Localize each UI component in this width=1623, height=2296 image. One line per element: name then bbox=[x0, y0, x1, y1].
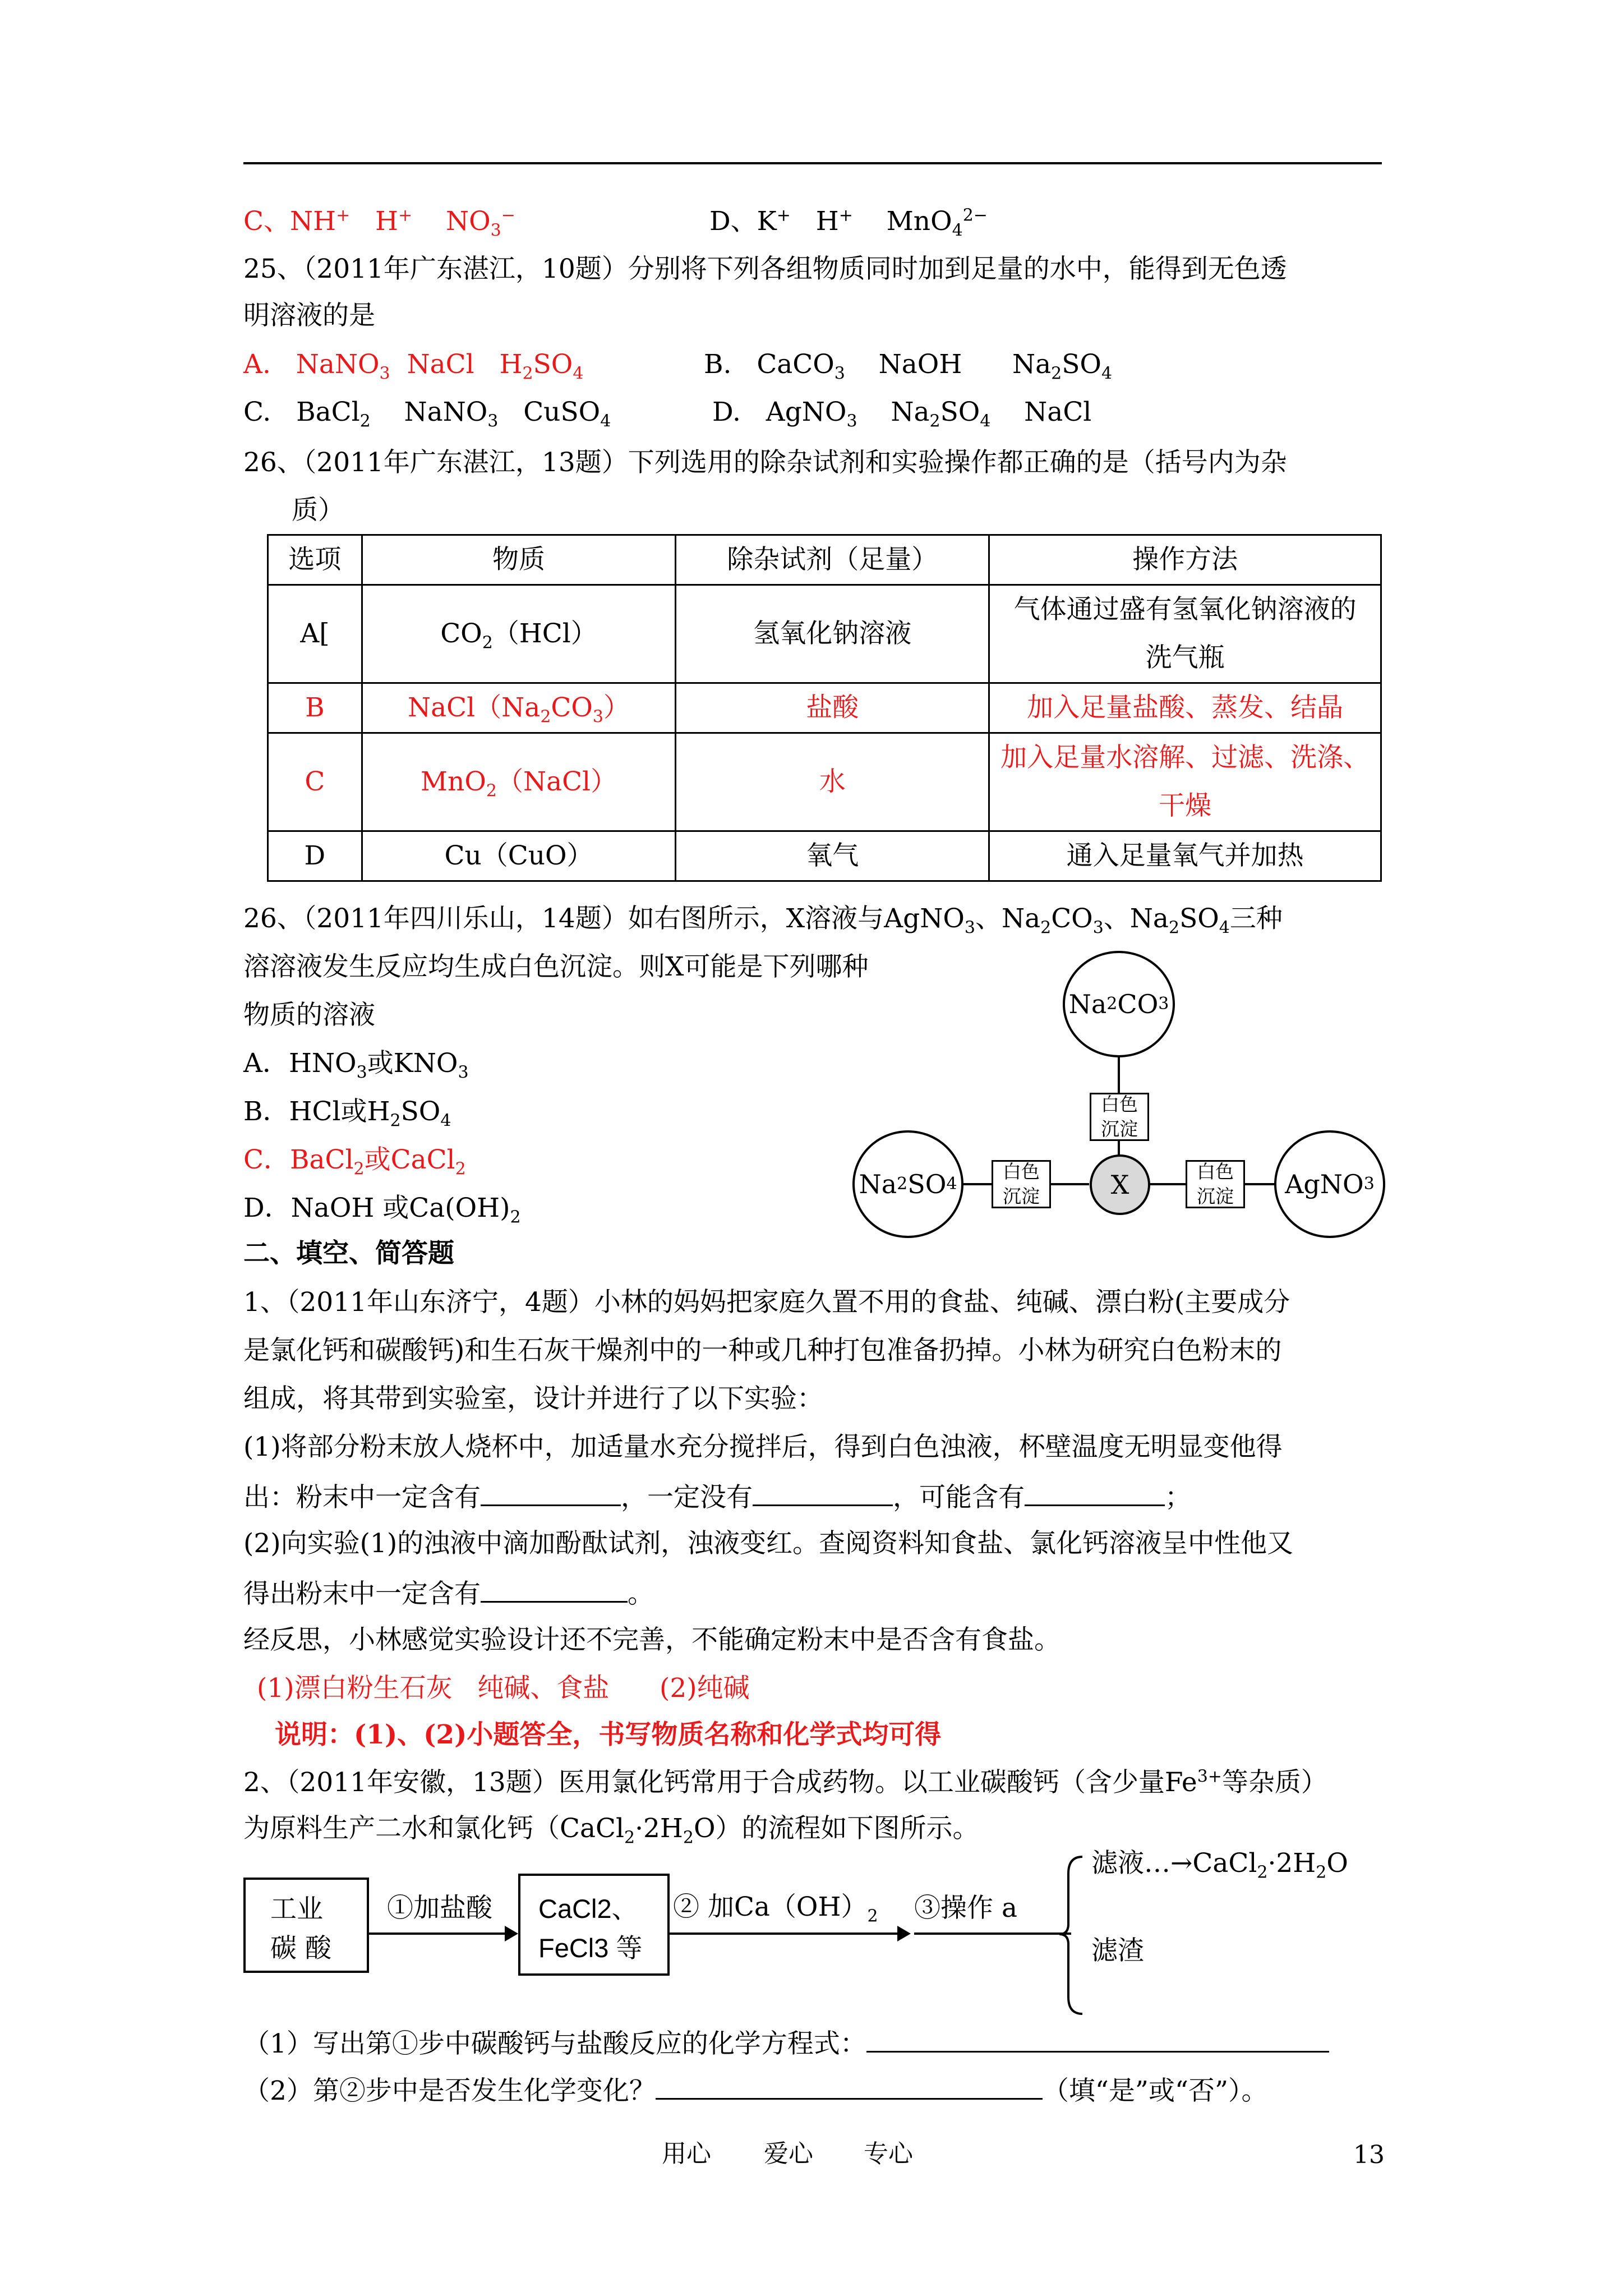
table-cell-substance: Cu（CuO） bbox=[362, 831, 675, 881]
table-cell-option: C bbox=[268, 733, 362, 831]
brace-icon bbox=[1057, 1851, 1085, 2019]
footer-motto-3: 专心 bbox=[864, 2139, 913, 2168]
table-cell-substance: $NaCl(Na_2CO_3)$ bbox=[362, 683, 675, 733]
table-row bbox=[268, 831, 1381, 881]
answer-blank[interactable] bbox=[481, 1479, 621, 1506]
q2-line1: 2、（2011年安徽，13题）医用氯化钙常用于合成药物。以工业碳酸钙（含少量$Fe^{3+}$等杂质） bbox=[243, 1766, 1327, 1798]
q2-sub1: （1）写出第①步中碳酸钙与盐酸反应的化学方程式： bbox=[243, 2025, 1329, 2061]
q1-line7: 得出粉末中一定含有 。 bbox=[243, 1575, 654, 1611]
footer-motto-1: 用心 bbox=[662, 2139, 711, 2168]
q25-stem-line2: 明溶液的是 bbox=[243, 300, 375, 331]
q1-answer: (1)漂白粉生石灰 纯碱、食盐 (2)纯碱 bbox=[257, 1673, 750, 1704]
q26a-stem-line1: 26、（2011年广东湛江，13题）下列选用的除杂试剂和实验操作都正确的是（括号内为杂 bbox=[243, 447, 1287, 478]
answer-blank[interactable] bbox=[866, 2025, 1329, 2053]
section-title: 二、填空、简答题 bbox=[243, 1238, 454, 1269]
flow-arrow bbox=[914, 1932, 1071, 1935]
q26b-option-d: D．NaOH 或$Ca(OH)_2$ bbox=[243, 1193, 521, 1227]
q26b-stem-line3: 物质的溶液 bbox=[243, 1000, 375, 1030]
q26b-stem-line1: 26、（2011年四川乐山，14题）如右图所示，X溶液与AgNO$_3$、$Na_2CO_3$、$Na_2SO_4$三种 bbox=[243, 903, 1283, 938]
flow-arrow bbox=[670, 1932, 902, 1935]
flow-box-raw-material: 工业 碳 酸 bbox=[243, 1878, 369, 1973]
table-header-row bbox=[268, 535, 1381, 585]
q25-option-d: D. AgNO$_3$ $Na_2SO_4$ NaCl bbox=[712, 397, 1092, 431]
q1-line6: (2)向实验(1)的浊液中滴加酚酞试剂，浊液变红。查阅资料知食盐、氯化钙溶液呈中性他又 bbox=[243, 1528, 1294, 1559]
q24-option-d: D、K+ H+ MnO$_4^{2-}$ bbox=[709, 205, 988, 241]
answer-blank[interactable] bbox=[1025, 1479, 1165, 1506]
q1-line2: 是氯化钙和碳酸钙)和生石灰干燥剂中的一种或几种打包准备扔掉。小林为研究白色粉末的 bbox=[243, 1335, 1282, 1366]
x-node: X bbox=[1090, 1154, 1150, 1215]
table-row bbox=[268, 733, 1381, 831]
flow-step2-label: ② 加$Ca(OH)_2$ bbox=[673, 1892, 878, 1926]
q26b-option-c: C．BaCl$_2$或CaCl$_2$ bbox=[243, 1144, 466, 1179]
table-cell-operation: 通入足量氧气并加热 bbox=[989, 831, 1381, 881]
answer-blank[interactable] bbox=[753, 1479, 893, 1506]
table-cell-reagent: 盐酸 bbox=[676, 683, 989, 733]
table-row bbox=[268, 585, 1381, 683]
q2-line2: 为原料生产二水和氯化钙$(CaCl_2\cdot 2H_2O)$的流程如下图所示。 bbox=[243, 1813, 979, 1848]
page-number: 13 bbox=[1353, 2141, 1385, 2169]
flow-arrow bbox=[369, 1932, 512, 1935]
table-cell-substance: $CO_2(HCl)$ bbox=[362, 585, 675, 683]
q1-line4: (1)将部分粉末放人烧杯中，加适量水充分搅拌后，得到白色浊液，杯壁温度无明显变他得 bbox=[243, 1432, 1283, 1462]
precipitate-label-right: 白色 沉淀 bbox=[1186, 1160, 1245, 1208]
flow-step3-label: ③操作 a bbox=[914, 1893, 1017, 1924]
q24-option-c: C、NH+ H+ $NO_3^-$ bbox=[243, 205, 515, 241]
connector-line bbox=[1149, 1183, 1188, 1185]
precipitate-label-top: 白色 沉淀 bbox=[1090, 1093, 1149, 1141]
q26b-option-b: B．HCl或$H_2SO_4$ bbox=[243, 1096, 451, 1131]
q2-sub2: （2）第②步中是否发生化学变化？ （填“是”或“否”）。 bbox=[243, 2072, 1268, 2108]
arrow-head-icon bbox=[897, 1926, 911, 1941]
precipitate-label-left: 白色 沉淀 bbox=[992, 1160, 1051, 1208]
table-header: 操作方法 bbox=[989, 535, 1381, 585]
table-cell-option: D bbox=[268, 831, 362, 881]
impurity-removal-table bbox=[267, 534, 1382, 882]
connector-line bbox=[1050, 1183, 1089, 1185]
q26b-stem-line2: 溶溶液发生反应均生成白色沉淀。则X可能是下列哪种 bbox=[243, 951, 869, 982]
arrow-head-icon bbox=[505, 1926, 518, 1941]
na2co3-node: Na 2 CO 3 bbox=[1063, 951, 1175, 1057]
q25-option-b: B. CaCO$_3$ NaOH $Na_2SO_4$ bbox=[704, 349, 1113, 384]
answer-blank[interactable] bbox=[656, 2072, 1043, 2100]
agno3-node: AgNO 3 bbox=[1274, 1130, 1385, 1238]
q1-answer-note: 说明：(1)、(2)小题答全，书写物质名称和化学式均可得 bbox=[275, 1719, 942, 1750]
flow-box-intermediate: CaCl2、 FeCl3 等 bbox=[518, 1874, 670, 1976]
na2so4-node: Na 2 SO 4 bbox=[852, 1130, 963, 1238]
table-cell-reagent: 水 bbox=[676, 733, 989, 831]
table-cell-option: A[ bbox=[268, 585, 362, 683]
flow-step1-label: ①加盐酸 bbox=[387, 1893, 492, 1924]
q26a-stem-line2: 质） bbox=[292, 495, 344, 526]
table-header: 物质 bbox=[362, 535, 675, 585]
table-cell-operation: 加入足量盐酸、蒸发、结晶 bbox=[989, 683, 1381, 733]
header-rule bbox=[243, 162, 1382, 164]
answer-blank[interactable] bbox=[481, 1575, 628, 1603]
connector-line bbox=[1118, 1056, 1120, 1094]
q26b-option-a: A．$HNO_3$或$KNO_3$ bbox=[243, 1048, 469, 1083]
connector-line bbox=[962, 1183, 992, 1185]
table-cell-operation: 气体通过盛有氢氧化钠溶液的 洗气瓶 bbox=[989, 585, 1381, 683]
table-cell-operation: 加入足量水溶解、过滤、洗涤、 干燥 bbox=[989, 733, 1381, 831]
q1-line3: 组成，将其带到实验室，设计并进行了以下实验： bbox=[243, 1383, 823, 1414]
table-row bbox=[268, 683, 1381, 733]
footer-motto-2: 爱心 bbox=[764, 2139, 813, 2168]
table-cell-substance: MnO$_2$（NaCl） bbox=[362, 733, 675, 831]
q25-option-a: A. NaNO$_3$ NaCl $H_2SO_4$ bbox=[243, 349, 584, 384]
table-cell-option: B bbox=[268, 683, 362, 733]
table-cell-reagent: 氧气 bbox=[676, 831, 989, 881]
flow-output-filtrate: 滤液$\dots\to CaCl_2\cdot 2H_2O$ bbox=[1091, 1848, 1348, 1883]
q1-line8: 经反思，小林感觉实验设计还不完善，不能确定粉末中是否含有食盐。 bbox=[243, 1625, 1061, 1655]
q25-option-c: C. BaCl$_2$ NaNO$_3$ CuSO$_4$ bbox=[243, 397, 611, 431]
q25-stem-line1: 25、（2011年广东湛江，10题）分别将下列各组物质同时加到足量的水中，能得到无色透 bbox=[243, 254, 1287, 284]
table-header: 选项 bbox=[268, 535, 362, 585]
table-cell-reagent: 氢氧化钠溶液 bbox=[676, 585, 989, 683]
connector-line bbox=[1244, 1183, 1276, 1185]
q1-line5: 出：粉末中一定含有 ，一定没有 ，可能含有 ； bbox=[243, 1479, 1191, 1515]
table-header: 除杂试剂（足量） bbox=[676, 535, 989, 585]
q1-line1: 1、（2011年山东济宁，4题）小林的妈妈把家庭久置不用的食盐、纯碱、漂白粉(主要成分 bbox=[243, 1287, 1290, 1318]
flow-output-residue: 滤渣 bbox=[1091, 1935, 1144, 1966]
